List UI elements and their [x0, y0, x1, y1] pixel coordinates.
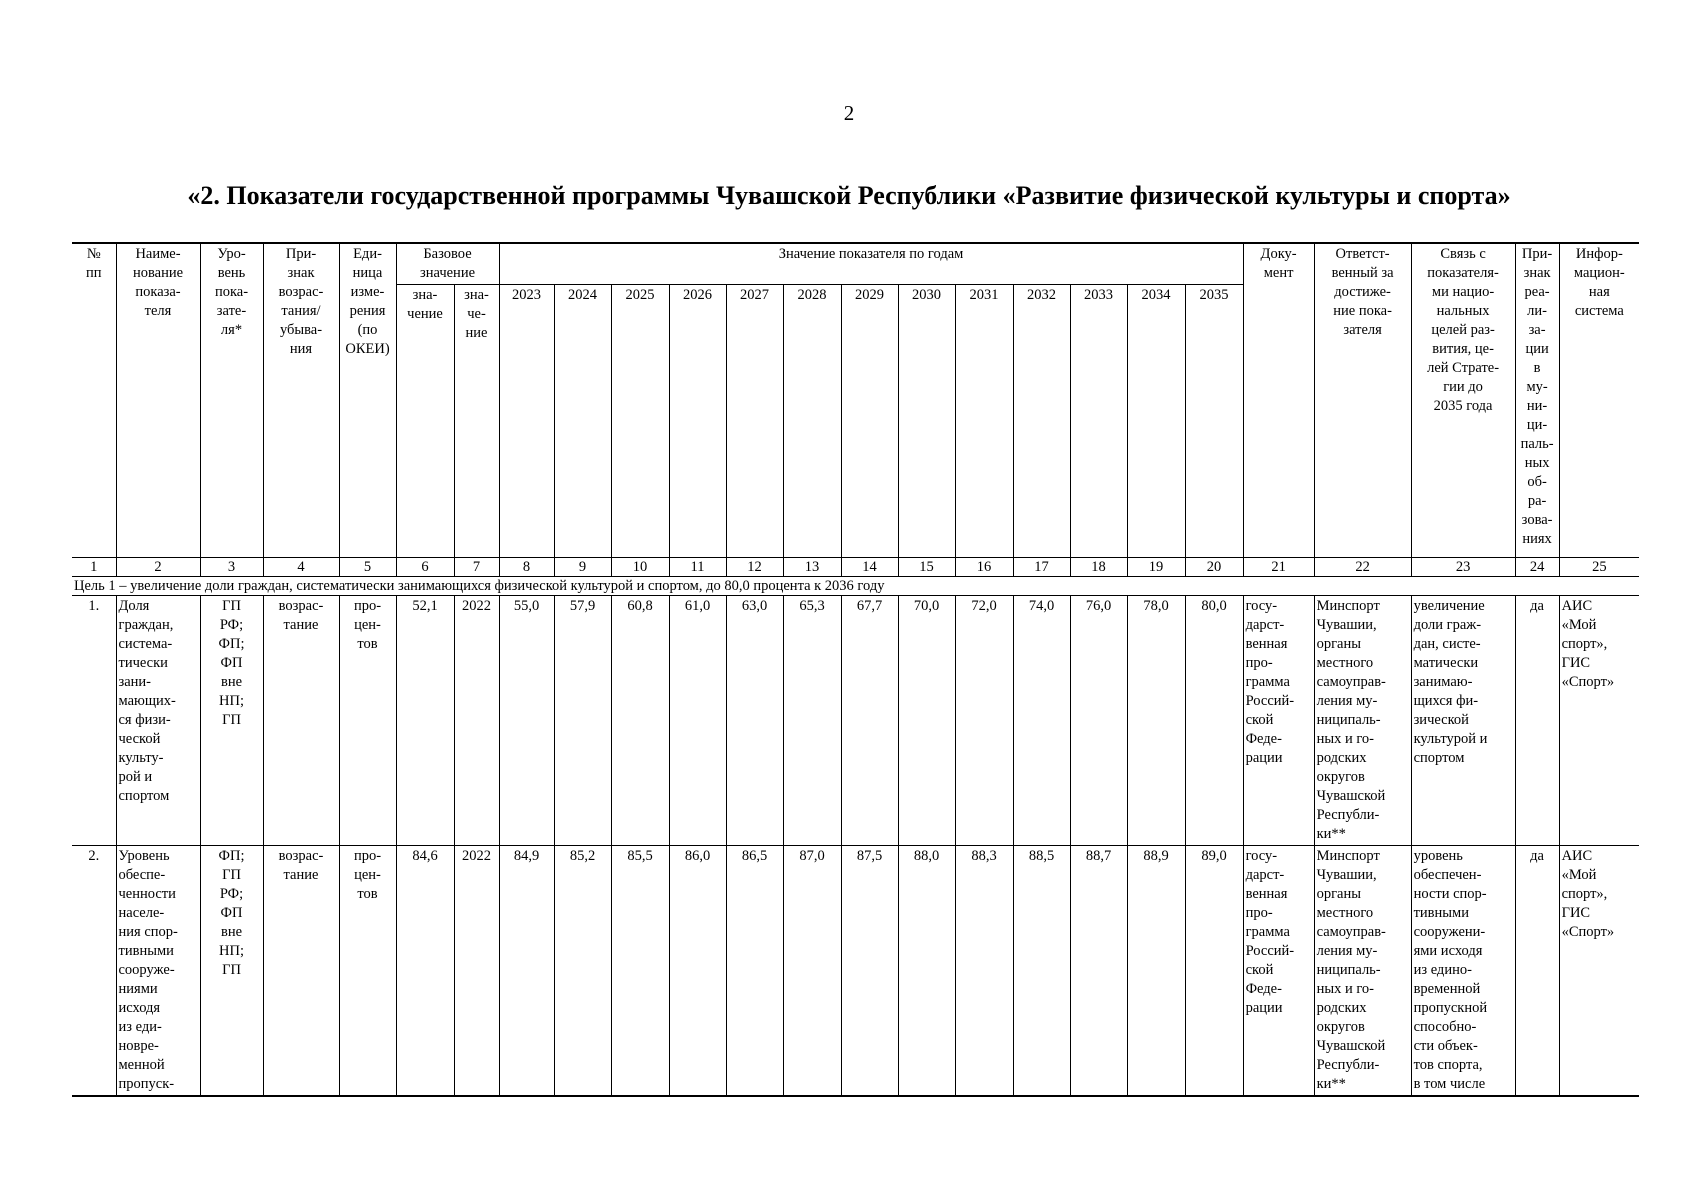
row-value: 85,2: [554, 846, 611, 1097]
row-value: 74,0: [1013, 596, 1070, 846]
year-header: 2035: [1185, 285, 1243, 558]
year-header: 2031: [955, 285, 1013, 558]
row-link: увеличение доли граж- дан, систе- матически занимаю- щихся фи- зической культурой и спортом: [1411, 596, 1515, 846]
row-value: 70,0: [898, 596, 955, 846]
header-responsible: Ответст- венный за достиже- ние пока- зателя: [1314, 243, 1411, 558]
row-value: 80,0: [1185, 596, 1243, 846]
column-number: 19: [1127, 558, 1185, 577]
year-header: 2027: [726, 285, 783, 558]
year-header: 2030: [898, 285, 955, 558]
header-trend: При- знак возрас- тания/ убыва- ния: [263, 243, 339, 558]
year-header: 2033: [1070, 285, 1127, 558]
row-value: 67,7: [841, 596, 898, 846]
row-responsible: Минспорт Чувашии, органы местного самоуправ- ления му- ниципаль- ных и го- родских округов Чувашской Республи- ки**: [1314, 846, 1411, 1097]
year-header: 2032: [1013, 285, 1070, 558]
column-number: 15: [898, 558, 955, 577]
goal-text: Цель 1 – увеличение доли граждан, систематически занимающихся физической культурой и спортом, до 80,0 процента к 2036 году: [72, 577, 1639, 596]
column-number: 12: [726, 558, 783, 577]
goal-row: [72, 577, 1639, 596]
row-unit: про- цен- тов: [339, 596, 396, 846]
row-value: 78,0: [1127, 596, 1185, 846]
row-base-year: 2022: [454, 596, 499, 846]
year-header: 2034: [1127, 285, 1185, 558]
column-number: 5: [339, 558, 396, 577]
year-header: 2025: [611, 285, 669, 558]
header-row: [72, 243, 1639, 285]
header-info: Инфор- мацион- ная система: [1559, 243, 1639, 558]
year-header: 2026: [669, 285, 726, 558]
row-info: АИС «Мой спорт», ГИС «Спорт»: [1559, 846, 1639, 1097]
row-value: 87,0: [783, 846, 841, 1097]
row-value: 55,0: [499, 596, 554, 846]
row-doc: госу- дарст- венная про- грамма Россий- ской Феде- рации: [1243, 596, 1314, 846]
table-row: [72, 596, 1639, 846]
row-name: Уровень обеспе- ченности населе- ния спор- тивными сооруже- ниями исходя из еди- новре- менной пропуск-: [116, 846, 200, 1097]
row-value: 86,0: [669, 846, 726, 1097]
row-value: 63,0: [726, 596, 783, 846]
row-base-value: 52,1: [396, 596, 454, 846]
row-level: ГП РФ; ФП; ФП вне НП; ГП: [200, 596, 263, 846]
header-base-year: зна- че- ние: [454, 285, 499, 558]
row-value: 88,0: [898, 846, 955, 1097]
column-number: 10: [611, 558, 669, 577]
column-number: 8: [499, 558, 554, 577]
header-level: Уро- вень пока- зате- ля*: [200, 243, 263, 558]
header-doc: Доку- мент: [1243, 243, 1314, 558]
row-municipal: да: [1515, 596, 1559, 846]
row-value: 89,0: [1185, 846, 1243, 1097]
column-number: 6: [396, 558, 454, 577]
indicators-table: [72, 242, 1639, 1097]
column-number: 13: [783, 558, 841, 577]
column-number: 4: [263, 558, 339, 577]
row-num: 2.: [72, 846, 116, 1097]
column-number: 1: [72, 558, 116, 577]
row-value: 88,7: [1070, 846, 1127, 1097]
column-number: 21: [1243, 558, 1314, 577]
header-num: № пп: [72, 243, 116, 558]
row-value: 60,8: [611, 596, 669, 846]
year-header: 2028: [783, 285, 841, 558]
column-number-row: [72, 558, 1639, 577]
column-number: 7: [454, 558, 499, 577]
row-value: 61,0: [669, 596, 726, 846]
column-number: 25: [1559, 558, 1639, 577]
row-link: уровень обеспечен- ности спор- тивными сооружени- ями исходя из едино- временной пропускной способно- сти объек- тов спорта, в том числе: [1411, 846, 1515, 1097]
column-number: 14: [841, 558, 898, 577]
row-value: 85,5: [611, 846, 669, 1097]
row-trend: возрас- тание: [263, 846, 339, 1097]
row-trend: возрас- тание: [263, 596, 339, 846]
year-header: 2024: [554, 285, 611, 558]
column-number: 3: [200, 558, 263, 577]
row-municipal: да: [1515, 846, 1559, 1097]
column-number: 2: [116, 558, 200, 577]
column-number: 11: [669, 558, 726, 577]
header-base: Базовое значение: [396, 243, 499, 285]
column-number: 23: [1411, 558, 1515, 577]
column-number: 17: [1013, 558, 1070, 577]
row-value: 84,9: [499, 846, 554, 1097]
row-value: 72,0: [955, 596, 1013, 846]
row-value: 88,9: [1127, 846, 1185, 1097]
column-number: 22: [1314, 558, 1411, 577]
header-years-caption: Значение показателя по годам: [499, 243, 1243, 285]
row-unit: про- цен- тов: [339, 846, 396, 1097]
row-level: ФП; ГП РФ; ФП вне НП; ГП: [200, 846, 263, 1097]
header-municipal: При- знак реа- ли- за- ции в му- ни- ци- паль- ных об- ра- зова- ниях: [1515, 243, 1559, 558]
page-title: «2. Показатели государственной программы Чувашской Республики «Развитие физической культуры и спорта»: [187, 181, 1511, 210]
header-base-value: зна- чение: [396, 285, 454, 558]
page-number: 2: [843, 101, 855, 125]
row-name: Доля граждан, система- тически зани- мающих- ся физи- ческой культу- рой и спортом: [116, 596, 200, 846]
header-name: Наиме- нование показа- теля: [116, 243, 200, 558]
column-number: 16: [955, 558, 1013, 577]
column-number: 9: [554, 558, 611, 577]
row-value: 65,3: [783, 596, 841, 846]
year-header: 2029: [841, 285, 898, 558]
column-number: 18: [1070, 558, 1127, 577]
row-value: 88,3: [955, 846, 1013, 1097]
row-base-year: 2022: [454, 846, 499, 1097]
row-doc: госу- дарст- венная про- грамма Россий- ской Феде- рации: [1243, 846, 1314, 1097]
row-value: 87,5: [841, 846, 898, 1097]
header-unit: Еди- ница изме- рения (по ОКЕИ): [339, 243, 396, 558]
row-value: 76,0: [1070, 596, 1127, 846]
row-value: 57,9: [554, 596, 611, 846]
row-num: 1.: [72, 596, 116, 846]
year-header: 2023: [499, 285, 554, 558]
column-number: 24: [1515, 558, 1559, 577]
row-value: 88,5: [1013, 846, 1070, 1097]
row-value: 86,5: [726, 846, 783, 1097]
table-row: [72, 846, 1639, 1097]
row-base-value: 84,6: [396, 846, 454, 1097]
column-number: 20: [1185, 558, 1243, 577]
header-link: Связь с показателя- ми нацио- нальных целей раз- вития, це- лей Страте- гии до 2035 года: [1411, 243, 1515, 558]
row-info: АИС «Мой спорт», ГИС «Спорт»: [1559, 596, 1639, 846]
row-responsible: Минспорт Чувашии, органы местного самоуправ- ления му- ниципаль- ных и го- родских округов Чувашской Республи- ки**: [1314, 596, 1411, 846]
